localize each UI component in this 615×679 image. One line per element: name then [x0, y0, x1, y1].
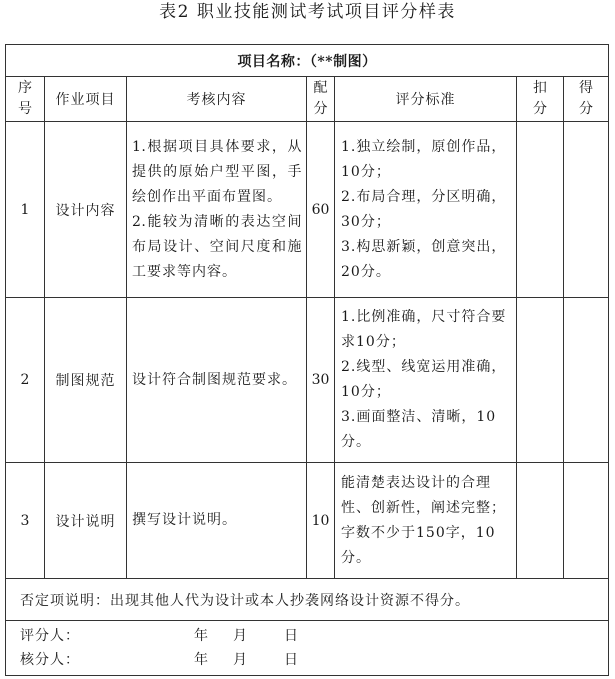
table-row — [6, 298, 609, 463]
header-row — [6, 77, 609, 122]
document-title: 表2 职业技能测试考试项目评分样表 — [159, 2, 456, 22]
criteria-line: 求10分； — [341, 334, 406, 350]
criteria-line: 30分； — [341, 213, 391, 230]
header-deduct: 扣分 — [533, 80, 547, 117]
header-index: 序号 — [18, 80, 32, 117]
content-line: 布局设计、空间尺度和施 — [132, 238, 302, 255]
criteria-line: 20分。 — [341, 263, 391, 280]
signature-cell — [6, 621, 609, 676]
index-cell: 3 — [6, 463, 45, 579]
header-content-cell — [127, 77, 307, 122]
deduct-cell — [517, 298, 564, 463]
table-row — [6, 122, 609, 298]
criteria-line: 1.独立绘制，原创作品， — [341, 138, 507, 155]
item-cell: 设计说明 — [45, 463, 127, 579]
content-line: 绘创作出平面布置图。 — [132, 188, 282, 205]
criteria-line: 10分； — [341, 163, 391, 180]
criteria-cell — [335, 298, 517, 463]
checker-signature-line — [20, 648, 608, 672]
scorer-label: 评分人： — [20, 628, 80, 644]
scorer-signature-line — [20, 624, 608, 648]
content-cell — [127, 122, 307, 298]
deduct-cell — [517, 122, 564, 298]
scoring-table — [5, 44, 609, 676]
checker-day: 日 — [284, 652, 299, 668]
item-cell: 设计内容 — [45, 122, 127, 298]
content-line: 撰写设计说明。 — [132, 512, 237, 528]
project-name: 项目名称：（**制图） — [237, 53, 377, 70]
header-obtained: 得分 — [579, 80, 594, 117]
content-line: 设计符合制图规范要求。 — [132, 371, 297, 388]
checker-year: 年 — [194, 652, 209, 668]
criteria-line: 分。 — [341, 549, 371, 566]
signature-row — [6, 621, 609, 676]
criteria-cell — [335, 122, 517, 298]
content-line: 提供的原始户型平图，手 — [132, 163, 302, 180]
criteria-line: 性、创新性，阐述完整； — [341, 499, 506, 516]
criteria-line: 2.线型、线宽运用准确， — [341, 359, 507, 375]
obtained-cell — [564, 463, 609, 579]
checker-label: 核分人： — [20, 652, 80, 668]
header-item: 作业项目 — [55, 92, 116, 108]
header-content: 考核内容 — [186, 92, 247, 108]
project-name-row — [6, 45, 609, 77]
score-cell: 60 — [307, 122, 335, 298]
content-line: 2.能较为清晰的表达空间 — [132, 213, 302, 230]
content-cell — [127, 298, 307, 463]
obtained-cell — [564, 122, 609, 298]
score-cell: 30 — [307, 298, 335, 463]
content-cell — [127, 463, 307, 579]
scorer-day: 日 — [284, 628, 299, 644]
header-obtained-cell — [564, 77, 609, 122]
scorer-month: 月 — [233, 628, 248, 644]
project-name-cell — [6, 45, 609, 77]
index-cell: 2 — [6, 298, 45, 463]
scorer-year: 年 — [194, 628, 209, 644]
checker-month: 月 — [233, 652, 248, 668]
header-criteria-cell — [335, 77, 517, 122]
criteria-line: 3.画面整洁、清晰，10 — [341, 409, 497, 425]
criteria-line: 2.布局合理，分区明确， — [341, 188, 507, 205]
header-score-cell — [307, 77, 335, 122]
criteria-line: 3.构思新颖，创意突出， — [341, 238, 507, 255]
veto-note: 否定项说明：出现其他人代为设计或本人抄袭网络设计资源不得分。 — [6, 579, 609, 621]
header-criteria: 评分标准 — [395, 92, 456, 108]
criteria-line: 1.比例准确，尺寸符合要 — [341, 309, 507, 325]
criteria-line: 分。 — [341, 434, 371, 450]
criteria-cell — [335, 463, 517, 579]
table-row — [6, 463, 609, 579]
criteria-line: 字数不少于150字，10 — [341, 524, 496, 541]
content-line: 1.根据项目具体要求，从 — [132, 138, 302, 155]
header-index-cell — [6, 77, 45, 122]
item-cell: 制图规范 — [45, 298, 127, 463]
criteria-line: 能清楚表达设计的合理 — [341, 474, 491, 491]
score-cell: 10 — [307, 463, 335, 579]
header-deduct-cell — [517, 77, 564, 122]
obtained-cell — [564, 298, 609, 463]
deduct-cell — [517, 463, 564, 579]
criteria-line: 10分； — [341, 384, 391, 400]
veto-note-row — [6, 579, 609, 621]
index-cell: 1 — [6, 122, 45, 298]
header-item-cell — [45, 77, 127, 122]
header-score: 配分 — [313, 80, 328, 117]
content-line: 工要求等内容。 — [132, 263, 237, 280]
